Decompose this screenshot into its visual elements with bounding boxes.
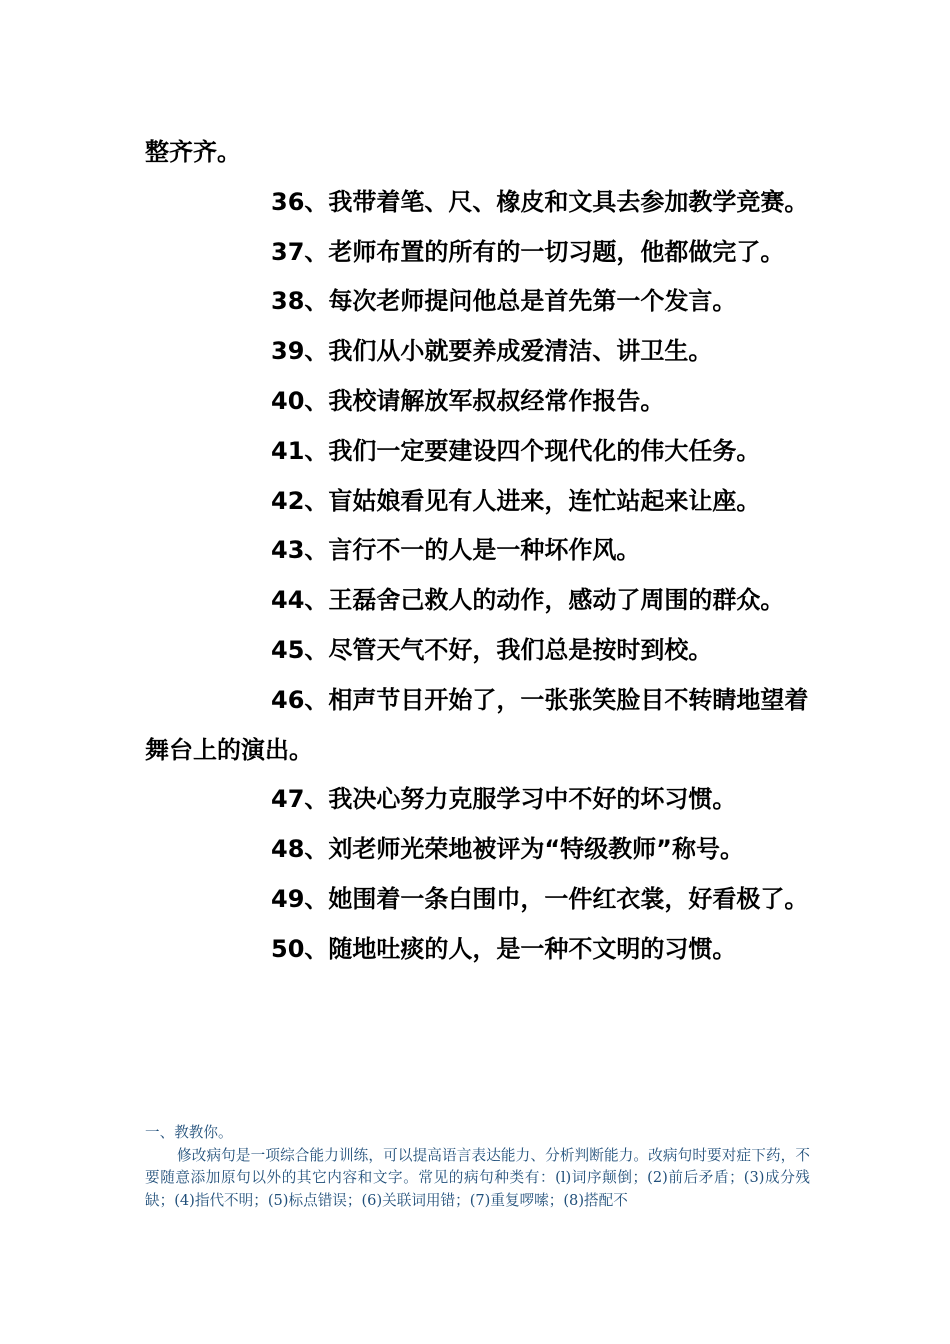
sentence-36: 36、我带着笔、尺、橡皮和文具去参加教学竞赛。 — [271, 187, 809, 216]
sentence-45: 45、尽管天气不好，我们总是按时到校。 — [271, 635, 713, 664]
sentence-38: 38、每次老师提问他总是首先第一个发言。 — [271, 287, 737, 316]
notes-paragraph: 修改病句是一项综合能力训练，可以提高语言表达能力、分析判断能力。改病句时要对症下药，不要随意添加原句以外的其它内容和文字。常见的病句种类有：(l)词序颠倒；(2)前后矛盾；(3)成分残缺；(4)指代不明；(5)标点错误；(6)关联词用错；(7)重复啰嗦；(8)搭配不 — [145, 1146, 810, 1209]
sentence-43: 43、言行不一的人是一种坏作风。 — [271, 536, 641, 565]
sentence-47: 47、我决心努力克服学习中不好的坏习惯。 — [271, 785, 737, 814]
notes-heading: 一、教教你。 — [145, 1124, 233, 1141]
sentence-39: 39、我们从小就要养成爱清洁、讲卫生。 — [271, 337, 713, 366]
sentence-40: 40、我校请解放军叔叔经常作报告。 — [271, 386, 665, 415]
sentence-37: 37、老师布置的所有的一切习题，他都做完了。 — [271, 237, 785, 266]
notes-section — [145, 1122, 810, 1212]
sentence-50: 50、随地吐痰的人，是一种不文明的习惯。 — [271, 934, 737, 963]
continuation-line: 整齐齐。 — [145, 138, 241, 166]
sentence-list — [145, 128, 810, 975]
sentence-42: 42、盲姑娘看见有人进来，连忙站起来让座。 — [271, 486, 761, 515]
sentence-49: 49、她围着一条白围巾，一件红衣裳，好看极了。 — [271, 884, 809, 913]
sentence-44: 44、王磊舍己救人的动作，感动了周围的群众。 — [271, 586, 785, 615]
sentence-46: 46、相声节目开始了，一张张笑脸目不转睛地望着舞台上的演出。 — [145, 685, 809, 764]
sentence-48: 48、刘老师光荣地被评为“特级教师”称号。 — [271, 835, 744, 864]
sentence-41: 41、我们一定要建设四个现代化的伟大任务。 — [271, 436, 761, 465]
